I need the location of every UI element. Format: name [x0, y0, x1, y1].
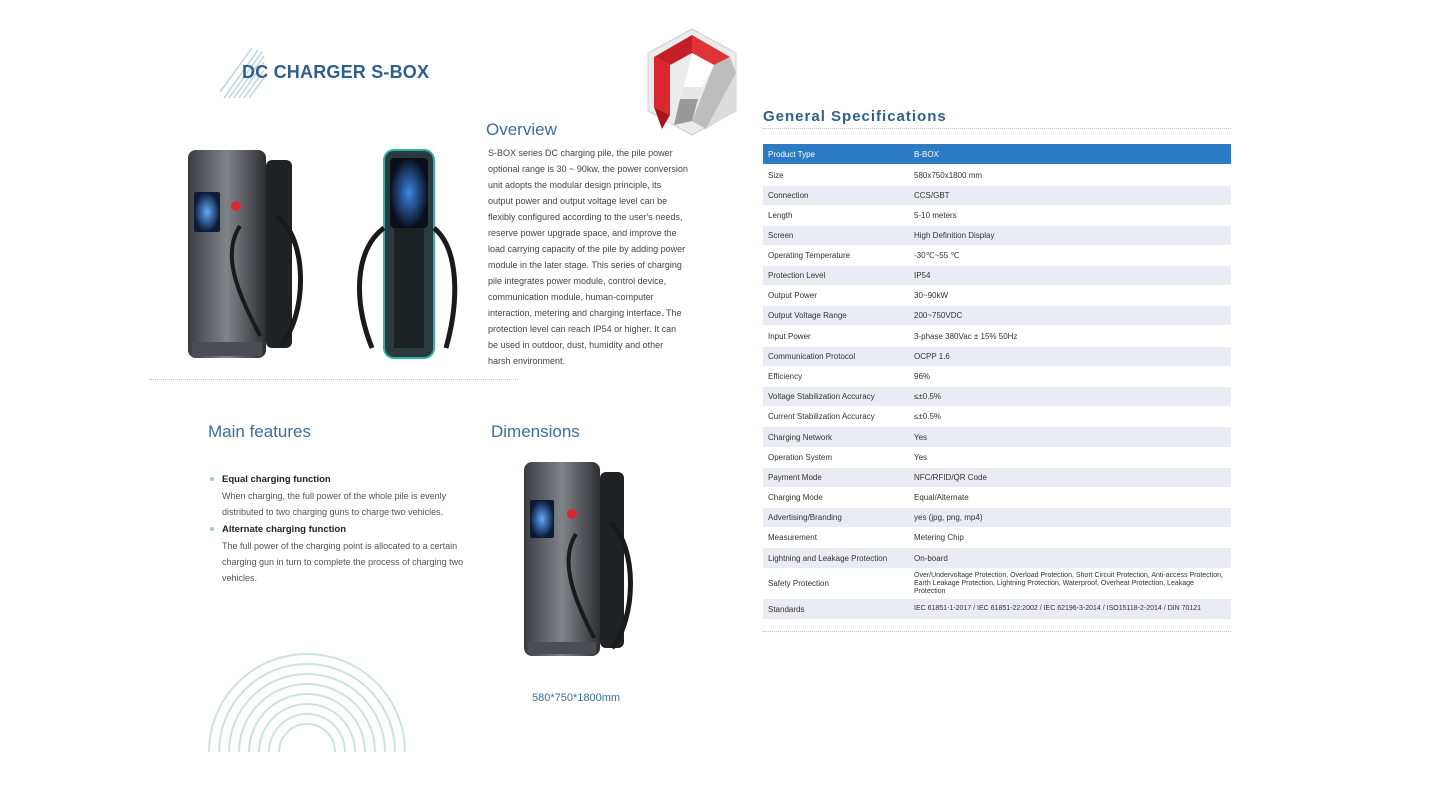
overview-text: S-BOX series DC charging pile, the pile power optional range is 30 ~ 90kw, the power conversion unit adopts the modular design principle, its output power and output voltage level can be flexibly configured according to the user's needs, reserve power upgrade space, and improve the load carrying capacity of the pile by adding power module in the later stage. This series of charging pile integrates power module, control device, communication module, human-computer interaction, metering and charging interface. The protection level can reach IP54 or higher. It can be used in outdoor, dust, humidity and other harsh environment.	[488, 148, 688, 366]
decorative-arcs	[205, 650, 410, 752]
spec-label: Connection	[763, 186, 909, 206]
spec-value: Metering Chip	[909, 528, 1231, 548]
spec-value: Over/Undervoltage Protection, Overload Protection, Short Circuit Protection, Anti-access Protection, Earth Leakage Protection, Lightning Protection, Waterproof, Overheat Protection, Leakage Protection	[909, 569, 1231, 599]
spec-label: Input Power	[763, 326, 909, 347]
spec-label: Lightning and Leakage Protection	[763, 548, 909, 569]
page-title: DC CHARGER S-BOX	[242, 62, 430, 82]
spec-label: Payment Mode	[763, 468, 909, 488]
spec-label: Length	[763, 206, 909, 226]
spec-value: 580x750x1800 mm	[909, 165, 1231, 186]
spec-value: -30℃~55 ℃	[909, 246, 1231, 266]
spec-label: Charging Network	[763, 427, 909, 448]
spec-label: Size	[763, 165, 909, 186]
spec-row	[763, 347, 1231, 367]
feature-item	[210, 522, 465, 586]
spec-label: Screen	[763, 226, 909, 246]
spec-label: Protection Level	[763, 266, 909, 286]
spec-value: CCS/GBT	[909, 186, 1231, 206]
spec-value: B-BOX	[909, 144, 1231, 165]
spec-value: Yes	[909, 427, 1231, 448]
spec-value: Yes	[909, 448, 1231, 468]
feature-item	[210, 472, 465, 520]
spec-label: Product Type	[763, 144, 909, 165]
spec-row	[763, 508, 1231, 528]
charger-image-dimensions	[520, 458, 638, 660]
spec-row	[763, 387, 1231, 407]
bullet-dot-icon	[210, 477, 214, 481]
charger-image-side	[352, 148, 460, 362]
spec-row	[763, 286, 1231, 306]
spec-row	[763, 246, 1231, 266]
spec-value: 96%	[909, 367, 1231, 387]
brand-logo-icon	[640, 25, 744, 139]
spec-row	[763, 165, 1231, 186]
spec-value: ≤±0.5%	[909, 387, 1231, 407]
spec-label: Operation System	[763, 448, 909, 468]
spec-label: Efficiency	[763, 367, 909, 387]
spec-value: On-board	[909, 548, 1231, 569]
spec-label: Advertising/Branding	[763, 508, 909, 528]
spec-value: Equal/Alternate	[909, 488, 1231, 508]
features-list	[210, 472, 465, 588]
section-divider	[150, 379, 518, 380]
spec-value: yes (jpg, png, mp4)	[909, 508, 1231, 528]
spec-row	[763, 226, 1231, 246]
spec-row	[763, 266, 1231, 286]
spec-row	[763, 206, 1231, 226]
feature-desc: When charging, the full power of the whole pile is evenly distributed to two charging guns to charge two vehicles.	[222, 491, 447, 517]
spec-row	[763, 599, 1231, 620]
bullet-dot-icon	[210, 527, 214, 531]
spec-row	[763, 528, 1231, 548]
dimensions-heading: Dimensions	[491, 422, 580, 441]
spec-value: OCPP 1.6	[909, 347, 1231, 367]
specs-heading: General Specifications	[763, 108, 947, 125]
spec-label: Operating Temperature	[763, 246, 909, 266]
spec-row	[763, 306, 1231, 326]
dimensions-caption: 580*750*1800mm	[532, 692, 621, 704]
specs-rule	[763, 128, 1231, 129]
spec-label: Communication Protocol	[763, 347, 909, 367]
spec-value: 3-phase 380Vac ± 15% 50Hz	[909, 326, 1231, 347]
spec-value: IP54	[909, 266, 1231, 286]
spec-label: Voltage Stabilization Accuracy	[763, 387, 909, 407]
spec-row	[763, 548, 1231, 569]
spec-label: Charging Mode	[763, 488, 909, 508]
spec-value: 200~750VDC	[909, 306, 1231, 326]
spec-row	[763, 488, 1231, 508]
spec-value: NFC/RFID/QR Code	[909, 468, 1231, 488]
features-heading: Main features	[208, 422, 311, 441]
spec-label: Standards	[763, 599, 909, 620]
spec-row	[763, 448, 1231, 468]
spec-label: Current Stabilization Accuracy	[763, 407, 909, 427]
spec-value: IEC 61851-1-2017 / IEC 61851-22:2002 / IEC 62196-3-2014 / ISO15118-2-2014 / DIN 70121	[909, 599, 1231, 620]
feature-title: Equal charging function	[222, 474, 331, 485]
spec-label: Output Power	[763, 286, 909, 306]
spec-label: Measurement	[763, 528, 909, 548]
spec-row	[763, 569, 1231, 599]
spec-row	[763, 326, 1231, 347]
feature-desc: The full power of the charging point is allocated to a certain charging gun in turn to complete the process of charging two vehicles.	[222, 541, 464, 583]
spec-value: High Definition Display	[909, 226, 1231, 246]
spec-value: 30~90kW	[909, 286, 1231, 306]
spec-label: Output Voltage Range	[763, 306, 909, 326]
specs-rule-bottom	[763, 631, 1231, 632]
spec-row	[763, 407, 1231, 427]
spec-row	[763, 367, 1231, 387]
spec-value: 5-10 meters	[909, 206, 1231, 226]
spec-row	[763, 427, 1231, 448]
spec-header-row	[763, 144, 1231, 165]
charger-image-front	[180, 146, 308, 364]
feature-title: Alternate charging function	[222, 524, 347, 535]
spec-row	[763, 186, 1231, 206]
spec-row	[763, 468, 1231, 488]
overview-heading: Overview	[486, 120, 557, 139]
spec-label: Safety Protection	[763, 569, 909, 599]
specs-table	[763, 144, 1231, 620]
spec-value: ≤±0.5%	[909, 407, 1231, 427]
